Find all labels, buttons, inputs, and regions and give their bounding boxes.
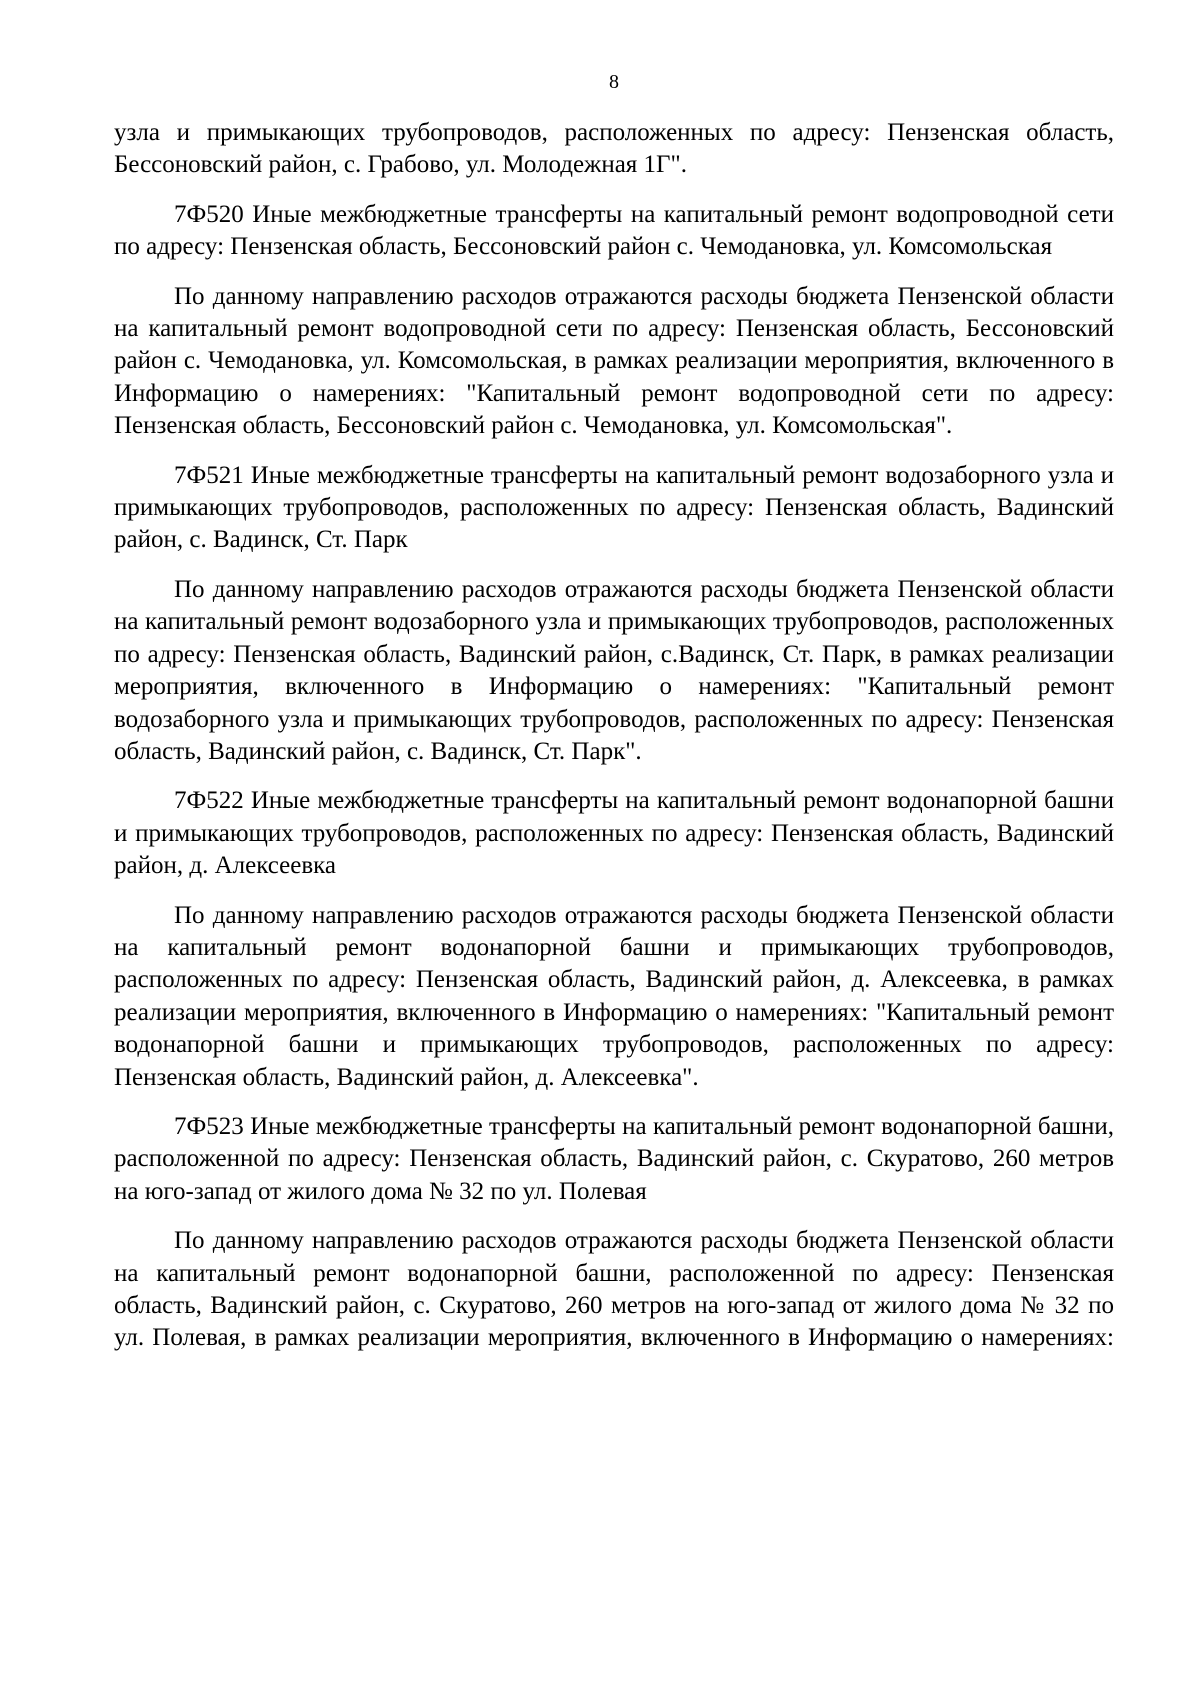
document-body	[114, 117, 1114, 1372]
paragraph-code-7f521-description: По данному направлению расходов отражаются расходы бюджета Пензенской области на капитальный ремонт водозаборного узла и примыкающих трубопроводов, расположенных по адресу: Пензенская область, Вадинский район, с.Вадинск, Ст. Парк, в рамках реализации мероприятия, включенного в Информацию о намерениях: "Капитальный ремонт водозаборного узла и примыкающих трубопроводов, расположенных по адресу: Пензенская область, Вадинский район, с. Вадинск, Ст. Парк".	[114, 575, 1114, 765]
paragraph-code-7f522-description: По данному направлению расходов отражаются расходы бюджета Пензенской области на капитальный ремонт водонапорной башни и примыкающих трубопроводов, расположенных по адресу: Пензенская область, Вадинский район, д. Алексеевка, в рамках реализации мероприятия, включенного в Информацию о намерениях: "Капитальный ремонт водонапорной башни и примыкающих трубопроводов, расположенных по адресу: Пензенская область, Вадинский район, д. Алексеевка".	[114, 901, 1114, 1091]
paragraph-code-7f523-heading: 7Ф523 Иные межбюджетные трансферты на капитальный ремонт водонапорной башни, расположенной по адресу: Пензенская область, Вадинский район, с. Скуратово, 260 метров на юго-запад от жилого дома № 32 по ул. Полевая	[114, 1112, 1114, 1205]
paragraph-code-7f522-heading: 7Ф522 Иные межбюджетные трансферты на капитальный ремонт водонапорной башни и примыкающих трубопроводов, расположенных по адресу: Пензенская область, Вадинский район, д. Алексеевка	[114, 787, 1114, 880]
paragraph-continuation: узла и примыкающих трубопроводов, расположенных по адресу: Пензенская область, Бессоновский район, с. Грабово, ул. Молодежная 1Г".	[114, 119, 1114, 179]
page-number: 8	[609, 71, 619, 93]
paragraph-code-7f520-heading: 7Ф520 Иные межбюджетные трансферты на капитальный ремонт водопроводной сети по адресу: Пензенская область, Бессоновский район с. Чемодановка, ул. Комсомольская	[114, 200, 1114, 261]
paragraph-code-7f521-heading: 7Ф521 Иные межбюджетные трансферты на капитальный ремонт водозаборного узла и примыкающих трубопроводов, расположенных по адресу: Пензенская область, Вадинский район, с. Вадинск, Ст. Парк	[114, 461, 1114, 554]
paragraph-code-7f523-description: По данному направлению расходов отражаются расходы бюджета Пензенской области на капитальный ремонт водонапорной башни, расположенной по адресу: Пензенская область, Вадинский район, с. Скуратово, 260 метров на юго-запад от жилого дома № 32 по ул. Полевая, в рамках реализации мероприятия, включенного в Информацию о намерениях:	[114, 1227, 1114, 1352]
paragraph-code-7f520-description: По данному направлению расходов отражаются расходы бюджета Пензенской области на капитальный ремонт водопроводной сети по адресу: Пензенская область, Бессоновский район с. Чемодановка, ул. Комсомольская, в рамках реализации мероприятия, включенного в Информацию о намерениях: "Капитальный ремонт водопроводной сети по адресу: Пензенская область, Бессоновский район с. Чемодановка, ул. Комсомольская".	[114, 282, 1114, 440]
